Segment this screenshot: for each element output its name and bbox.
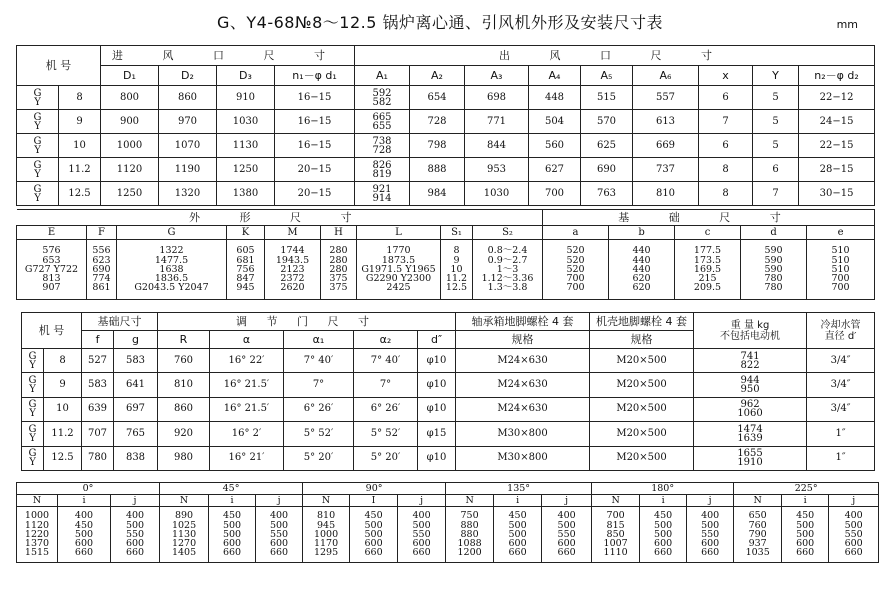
cell-a1: 592 582	[355, 86, 410, 110]
col-header: b	[609, 226, 675, 240]
gy-label: G Y	[22, 446, 44, 470]
gy-label: G Y	[22, 373, 44, 397]
col-header: G	[117, 226, 227, 240]
cell-r: 760	[158, 349, 210, 373]
col-header: α	[210, 331, 284, 349]
col-header: α₁	[284, 331, 354, 349]
angle-cell: 400 500 550 600 660	[829, 507, 879, 563]
sub-header: j	[687, 495, 734, 507]
col-header: A₁	[355, 66, 410, 86]
cell-y: 5	[753, 86, 799, 110]
cell-w: 741 822	[694, 349, 807, 373]
col-header: K	[227, 226, 265, 240]
angle-cell: 450 500 500 600 660	[782, 507, 829, 563]
cell-n2: 24−15	[799, 110, 875, 134]
cell-w: 1474 1639	[694, 422, 807, 446]
col-header: n₂－φ d₂	[799, 66, 875, 86]
col-header: Y	[753, 66, 799, 86]
cell-water: 1″	[807, 446, 875, 470]
model-number: 11.2	[59, 158, 101, 182]
cell-a4: 448	[529, 86, 581, 110]
gy-label: G Y	[17, 158, 59, 182]
cell-g: 697	[114, 397, 158, 421]
cell-x: 7	[699, 110, 753, 134]
sub-header: i	[494, 495, 542, 507]
cell-g: 765	[114, 422, 158, 446]
cell-d1: 1120	[101, 158, 159, 182]
col-header: f	[82, 331, 114, 349]
inlet-header: 进 风 口 尺 寸	[101, 46, 355, 66]
cell-E: 576 653 G727 Y722 813 907	[17, 240, 87, 300]
cell-d2: 1320	[159, 182, 217, 206]
col-header: A₂	[410, 66, 465, 86]
cell-F: 556 623 690 774 861	[87, 240, 117, 300]
cell-a2: 984	[410, 182, 465, 206]
cell-a3: 953	[465, 158, 529, 182]
cell-d3: 1130	[217, 134, 275, 158]
cell-H: 280 280 280 375 375	[321, 240, 357, 300]
table-row	[22, 373, 875, 397]
sub-header: N	[734, 495, 782, 507]
cell-r: 980	[158, 446, 210, 470]
col-header: S₂	[473, 226, 543, 240]
cell-d: φ10	[418, 446, 456, 470]
cell-f: 527	[82, 349, 114, 373]
cell-x: 6	[699, 134, 753, 158]
angle-cell: 1000 1120 1220 1370 1515	[17, 507, 58, 563]
cell-casing: M20×500	[590, 373, 694, 397]
cell-a: 16° 2′	[210, 422, 284, 446]
cell-a5: 625	[581, 134, 633, 158]
table-row	[22, 349, 875, 373]
cell-d3: 1250	[217, 158, 275, 182]
cell-casing: M20×500	[590, 397, 694, 421]
cell-n2: 28−15	[799, 158, 875, 182]
gy-label: G Y	[22, 397, 44, 421]
angle-cell: 400 500 550 600 660	[687, 507, 734, 563]
sub-header: N	[17, 495, 58, 507]
cell-a: 520 520 520 700 700	[543, 240, 609, 300]
model-header: 机 号	[17, 46, 101, 86]
damper-bolt-table	[21, 312, 875, 471]
col-header: α₂	[354, 331, 418, 349]
col-header: D₁	[101, 66, 159, 86]
col-header: A₃	[465, 66, 529, 86]
cell-d2: 1070	[159, 134, 217, 158]
col-header: F	[87, 226, 117, 240]
cell-water: 1″	[807, 422, 875, 446]
sub-header: N	[446, 495, 494, 507]
cell-r: 810	[158, 373, 210, 397]
gy-label: G Y	[22, 349, 44, 373]
cell-a5: 690	[581, 158, 633, 182]
cell-n2: 30−15	[799, 182, 875, 206]
weight-header: 重 量 kg 不包括电动机	[694, 313, 807, 349]
sub-header: i	[640, 495, 687, 507]
cell-a1: 665 655	[355, 110, 410, 134]
cell-a3: 844	[465, 134, 529, 158]
cell-a1: 5° 20′	[284, 446, 354, 470]
cell-casing: M20×500	[590, 349, 694, 373]
cell-water: 3/4″	[807, 373, 875, 397]
cell-a2: 888	[410, 158, 465, 182]
cell-K: 605 681 756 847 945	[227, 240, 265, 300]
cell-a1: 921 914	[355, 182, 410, 206]
cell-g: 641	[114, 373, 158, 397]
cell-a3: 698	[465, 86, 529, 110]
cell-a6: 737	[633, 158, 699, 182]
col-header: 规格	[590, 331, 694, 349]
cell-a6: 613	[633, 110, 699, 134]
angle-header: 45°	[160, 483, 303, 495]
table-row	[22, 422, 875, 446]
cell-a4: 560	[529, 134, 581, 158]
model-number: 12.5	[44, 446, 82, 470]
col-header: A₄	[529, 66, 581, 86]
angle-header: 0°	[17, 483, 160, 495]
sub-header: j	[542, 495, 592, 507]
foundation-header: 基 础 尺 寸	[543, 210, 875, 226]
col-header: x	[699, 66, 753, 86]
table-row	[17, 158, 875, 182]
cell-a3: 771	[465, 110, 529, 134]
cell-a2: 6° 26′	[354, 397, 418, 421]
col-header: c	[675, 226, 741, 240]
cell-y: 5	[753, 110, 799, 134]
cell-S2: 0.8～2.4 0.9～2.7 1～3 1.12～3.36 1.3～3.8	[473, 240, 543, 300]
cell-a1: 7° 40′	[284, 349, 354, 373]
model-number: 12.5	[59, 182, 101, 206]
cell-n1: 20−15	[275, 182, 355, 206]
col-header: A₅	[581, 66, 633, 86]
angle-cell: 450 500 500 600 660	[350, 507, 398, 563]
col-header: E	[17, 226, 87, 240]
cell-a2: 654	[410, 86, 465, 110]
cell-a2: 7° 40′	[354, 349, 418, 373]
cell-d: φ10	[418, 397, 456, 421]
angle-header: 90°	[303, 483, 446, 495]
cell-a2: 5° 20′	[354, 446, 418, 470]
sub-header: i	[58, 495, 111, 507]
angle-cell: 400 450 500 600 660	[58, 507, 111, 563]
cell-casing: M20×500	[590, 422, 694, 446]
cell-w: 1655 1910	[694, 446, 807, 470]
angle-cell: 450 500 500 600 660	[640, 507, 687, 563]
sub-header: i	[782, 495, 829, 507]
cell-w: 962 1060	[694, 397, 807, 421]
cell-f: 780	[82, 446, 114, 470]
cell-b: 440 440 440 620 620	[609, 240, 675, 300]
col-header: A₆	[633, 66, 699, 86]
cell-a1: 5° 52′	[284, 422, 354, 446]
outlet-header: 出 风 口 尺 寸	[355, 46, 875, 66]
model-number: 9	[59, 110, 101, 134]
unit-label: mm	[836, 18, 858, 31]
angle-cell: 450 500 500 600 660	[209, 507, 256, 563]
cell-bearing: M30×800	[456, 422, 590, 446]
sub-header: N	[303, 495, 350, 507]
col-header: e	[807, 226, 875, 240]
col-header: 规格	[456, 331, 590, 349]
cell-n1: 16−15	[275, 134, 355, 158]
angle-header: 225°	[734, 483, 879, 495]
cell-a1: 738 728	[355, 134, 410, 158]
cell-d2: 1190	[159, 158, 217, 182]
cell-y: 6	[753, 158, 799, 182]
angle-cell: 400 500 550 600 660	[111, 507, 160, 563]
cell-d: φ10	[418, 373, 456, 397]
angle-cell: 890 1025 1130 1270 1405	[160, 507, 209, 563]
cell-d1: 800	[101, 86, 159, 110]
cell-f: 707	[82, 422, 114, 446]
cell-a6: 669	[633, 134, 699, 158]
cell-M: 1744 1943.5 2123 2372 2620	[265, 240, 321, 300]
angle-cell: 700 815 850 1007 1110	[592, 507, 640, 563]
table-row	[17, 86, 875, 110]
table-row	[17, 110, 875, 134]
gy-label: G Y	[17, 134, 59, 158]
gy-label: G Y	[17, 110, 59, 134]
water-pipe-header: 冷却水管 直径 d′	[807, 313, 875, 349]
cell-bearing: M30×800	[456, 446, 590, 470]
cell-d2: 970	[159, 110, 217, 134]
sub-header: j	[398, 495, 446, 507]
angle-header: 180°	[592, 483, 734, 495]
cell-a6: 810	[633, 182, 699, 206]
cell-d: 590 590 590 780 780	[741, 240, 807, 300]
table-row	[17, 182, 875, 206]
angle-cell: 450 500 500 600 660	[494, 507, 542, 563]
cell-n1: 16−15	[275, 110, 355, 134]
table-row	[22, 446, 875, 470]
cell-d: φ15	[418, 422, 456, 446]
inlet-outlet-table	[16, 45, 875, 206]
model-header: 机 号	[22, 313, 82, 349]
sub-header: I	[350, 495, 398, 507]
sub-header: i	[209, 495, 256, 507]
cell-d1: 1000	[101, 134, 159, 158]
col-header: L	[357, 226, 441, 240]
cell-f: 639	[82, 397, 114, 421]
col-header: d″	[418, 331, 456, 349]
cell-water: 3/4″	[807, 349, 875, 373]
cell-y: 5	[753, 134, 799, 158]
angle-table	[16, 482, 879, 563]
cell-bearing: M24×630	[456, 373, 590, 397]
col-header: D₂	[159, 66, 217, 86]
angle-cell: 400 500 550 600 660	[542, 507, 592, 563]
col-header: D₃	[217, 66, 275, 86]
angle-cell: 750 880 880 1088 1200	[446, 507, 494, 563]
cell-a1: 826 819	[355, 158, 410, 182]
cell-a: 16° 22′	[210, 349, 284, 373]
cell-a4: 627	[529, 158, 581, 182]
cell-d2: 860	[159, 86, 217, 110]
cell-bearing: M24×630	[456, 349, 590, 373]
col-header: d	[741, 226, 807, 240]
bearing-bolt-header: 轴承箱地脚螺栓 4 套	[456, 313, 590, 331]
cell-n1: 20−15	[275, 158, 355, 182]
cell-g: 838	[114, 446, 158, 470]
model-number: 10	[59, 134, 101, 158]
col-header: a	[543, 226, 609, 240]
cell-a2: 7°	[354, 373, 418, 397]
model-number: 11.2	[44, 422, 82, 446]
cell-L: 1770 1873.5 G1971.5 Y1965 G2290 Y2300 2425	[357, 240, 441, 300]
cell-c: 177.5 173.5 169.5 215 209.5	[675, 240, 741, 300]
angle-cell: 650 760 790 937 1035	[734, 507, 782, 563]
col-header: S₁	[441, 226, 473, 240]
gy-label: G Y	[17, 182, 59, 206]
cell-a4: 700	[529, 182, 581, 206]
cell-a2: 728	[410, 110, 465, 134]
cell-a: 16° 21.5′	[210, 397, 284, 421]
sub-header: N	[160, 495, 209, 507]
sub-header: j	[829, 495, 879, 507]
col-header: M	[265, 226, 321, 240]
cell-a1: 7°	[284, 373, 354, 397]
cell-casing: M20×500	[590, 446, 694, 470]
cell-a: 16° 21.5′	[210, 373, 284, 397]
model-number: 8	[59, 86, 101, 110]
col-header: n₁－φ d₁	[275, 66, 355, 86]
cell-a: 16° 21′	[210, 446, 284, 470]
table-row	[22, 397, 875, 421]
angle-cell: 400 500 550 600 660	[256, 507, 303, 563]
cell-a2: 5° 52′	[354, 422, 418, 446]
sub-header: N	[592, 495, 640, 507]
cell-x: 8	[699, 158, 753, 182]
angle-cell: 810 945 1000 1170 1295	[303, 507, 350, 563]
casing-bolt-header: 机壳地脚螺栓 4 套	[590, 313, 694, 331]
cell-bearing: M24×630	[456, 397, 590, 421]
cell-a5: 763	[581, 182, 633, 206]
cell-a5: 570	[581, 110, 633, 134]
cell-r: 860	[158, 397, 210, 421]
cell-f: 583	[82, 373, 114, 397]
cell-x: 8	[699, 182, 753, 206]
angle-cell: 400 500 550 600 660	[398, 507, 446, 563]
page-title: G、Y4-68№8～12.5 锅炉离心通、引风机外形及安装尺寸表	[216, 13, 664, 32]
cell-e: 510 510 510 700 700	[807, 240, 875, 300]
cell-d1: 900	[101, 110, 159, 134]
cell-n1: 16−15	[275, 86, 355, 110]
foundation-header: 基础尺寸	[82, 313, 158, 331]
cell-n2: 22−12	[799, 86, 875, 110]
cell-x: 6	[699, 86, 753, 110]
gy-label: G Y	[17, 86, 59, 110]
cell-a3: 1030	[465, 182, 529, 206]
cell-n2: 22−15	[799, 134, 875, 158]
shape-foundation-table	[16, 209, 875, 300]
model-number: 8	[44, 349, 82, 373]
sub-header: j	[256, 495, 303, 507]
cell-g: 583	[114, 349, 158, 373]
damper-header: 调 节 门 尺 寸	[158, 313, 456, 331]
model-number: 9	[44, 373, 82, 397]
cell-a5: 515	[581, 86, 633, 110]
cell-a2: 798	[410, 134, 465, 158]
cell-S1: 8 9 10 11.2 12.5	[441, 240, 473, 300]
sub-header: j	[111, 495, 160, 507]
cell-d3: 1380	[217, 182, 275, 206]
cell-G: 1322 1477.5 1638 1836.5 G2043.5 Y2047	[117, 240, 227, 300]
table-row	[17, 134, 875, 158]
cell-d3: 1030	[217, 110, 275, 134]
shape-header: 外 形 尺 寸	[17, 210, 543, 226]
col-header: g	[114, 331, 158, 349]
angle-header: 135°	[446, 483, 592, 495]
cell-y: 7	[753, 182, 799, 206]
cell-r: 920	[158, 422, 210, 446]
cell-d1: 1250	[101, 182, 159, 206]
gy-label: G Y	[22, 422, 44, 446]
col-header: H	[321, 226, 357, 240]
cell-d3: 910	[217, 86, 275, 110]
col-header: R	[158, 331, 210, 349]
cell-water: 3/4″	[807, 397, 875, 421]
cell-a6: 557	[633, 86, 699, 110]
model-number: 10	[44, 397, 82, 421]
cell-a4: 504	[529, 110, 581, 134]
cell-w: 944 950	[694, 373, 807, 397]
cell-a1: 6° 26′	[284, 397, 354, 421]
cell-d: φ10	[418, 349, 456, 373]
